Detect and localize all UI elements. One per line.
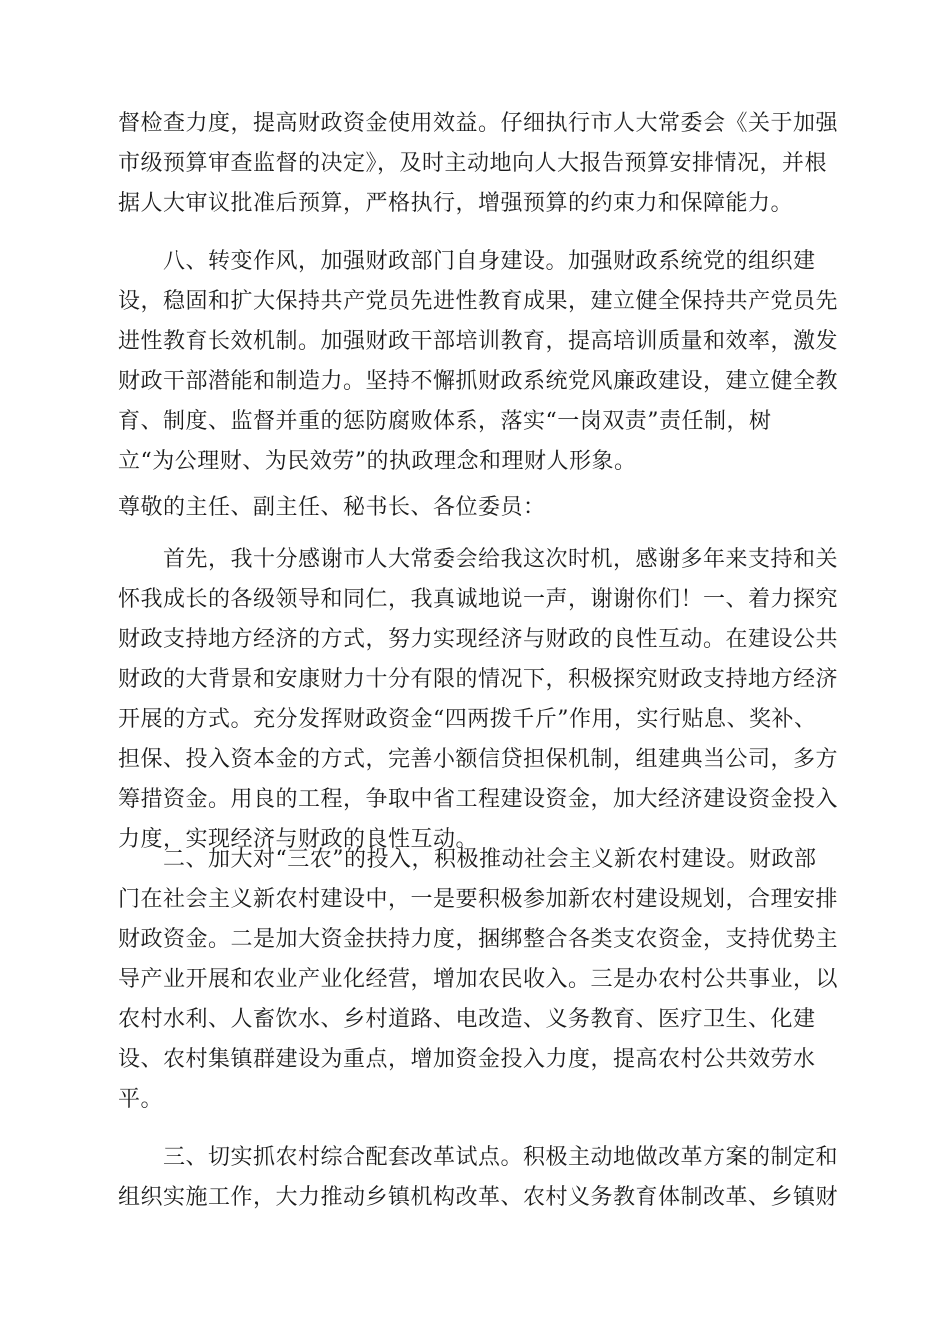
text-line: 力度，实现经济与财政的良性互动。 <box>118 827 479 852</box>
text-line: 立“为公理财、为民效劳”的执政理念和理财人形象。 <box>118 449 637 474</box>
text-line: 担保、投入资本金的方式，完善小额信贷担保机制，组建典当公司，多方 <box>118 747 839 772</box>
text-line: 财政的大背景和安康财力十分有限的情况下，积极探究财政支持地方经济 <box>118 667 839 692</box>
text-line: 平。 <box>118 1087 164 1112</box>
paragraph-budget-supervision <box>118 104 838 224</box>
text-line: 筹措资金。用良的工程，争取中省工程建设资金，加大经济建设资金投入 <box>118 787 839 812</box>
text-line: 组织实施工作，大力推动乡镇机构改革、农村义务教育体制改革、乡镇财 <box>118 1185 839 1210</box>
text-line: 设、农村集镇群建设为重点，增加资金投入力度，提高农村公共效劳水 <box>118 1047 816 1072</box>
text-line: 财政支持地方经济的方式，努力实现经济与财政的良性互动。在建设公共 <box>118 627 839 652</box>
text-line: 农村水利、人畜饮水、乡村道路、电改造、义务教育、医疗卫生、化建 <box>118 1007 816 1032</box>
text-line: 首先，我十分感谢市人大常委会给我这次时机，感谢多年来支持和关 <box>118 547 839 572</box>
text-line: 二、加大对“三农”的投入，积极推动社会主义新农村建设。财政部 <box>118 847 817 872</box>
text-line: 门在社会主义新农村建设中，一是要积极参加新农村建设规划，合理安排 <box>118 887 839 912</box>
paragraph-salutation <box>118 488 838 528</box>
text-line: 督检查力度，提高财政资金使用效益。仔细执行市人大常委会《关于加强 <box>118 111 839 136</box>
paragraph-opening-section-one <box>118 540 838 860</box>
text-line: 设，稳固和扩大保持共产党员先进性教育成果，建立健全保持共产党员先 <box>118 289 839 314</box>
paragraph-section-two <box>118 840 838 1120</box>
paragraph-section-eight <box>118 242 838 482</box>
text-line: 财政干部潜能和制造力。坚持不懈抓财政系统党风廉政建设，建立健全教 <box>118 369 839 394</box>
text-line: 怀我成长的各级领导和同仁，我真诚地说一声，谢谢你们！一、着力探究 <box>118 587 839 612</box>
text-line: 八、转变作风，加强财政部门自身建设。加强财政系统党的组织建 <box>118 249 816 274</box>
text-line: 开展的方式。充分发挥财政资金“四两拨千斤”作用，实行贴息、奖补、 <box>118 707 817 732</box>
text-line: 尊敬的主任、副主任、秘书长、各位委员： <box>118 495 546 520</box>
text-line: 据人大审议批准后预算，严格执行，增强预算的约束力和保障能力。 <box>118 191 794 216</box>
text-line: 三、切实抓农村综合配套改革试点。积极主动地做改革方案的制定和 <box>118 1145 839 1170</box>
text-line: 进性教育长效机制。加强财政干部培训教育，提高培训质量和效率，激发 <box>118 329 839 354</box>
text-line: 市级预算审查监督的决定》，及时主动地向人大报告预算安排情况，并根 <box>118 151 828 176</box>
text-line: 育、制度、监督并重的惩防腐败体系，落实“一岗双责”责任制，树 <box>118 409 772 434</box>
paragraph-section-three <box>118 1138 838 1218</box>
text-line: 财政资金。二是加大资金扶持力度，捆绑整合各类支农资金，支持优势主 <box>118 927 839 952</box>
text-line: 导产业开展和农业产业化经营，增加农民收入。三是办农村公共事业，以 <box>118 967 839 992</box>
